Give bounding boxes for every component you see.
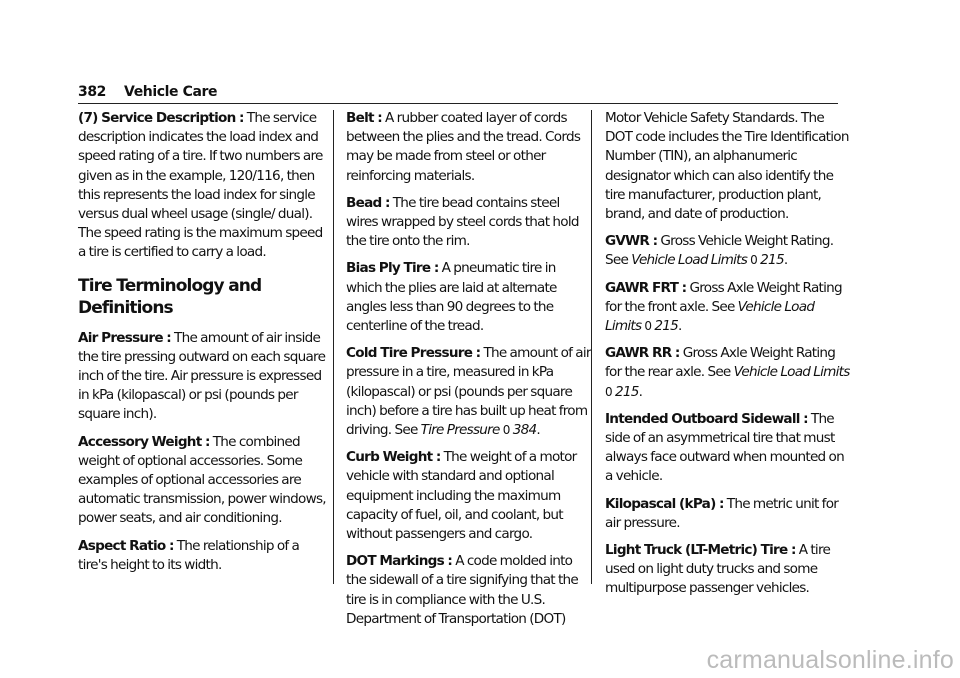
term-label: Bias Ply Tire : bbox=[346, 260, 439, 277]
term-label: (7) Service Description : bbox=[78, 110, 244, 126]
definition-entry bbox=[605, 541, 853, 599]
column-3 bbox=[605, 109, 853, 607]
cross-reference-link[interactable]: Tire Pressure bbox=[420, 422, 500, 439]
definition-text: The service description indicates the load index and speed rating of a tire. If two numbers are given as in the example, 120/116, then this represents the load index for single versus dual wheel usage (single/ dual). The speed rating is the maximum speed a tire is certified to carry a load. bbox=[78, 110, 323, 261]
term-label: Light Truck (LT-Metric) Tire : bbox=[605, 542, 796, 559]
definition-entry bbox=[346, 448, 594, 544]
section-heading: Tire Terminology and Definitions bbox=[78, 275, 262, 318]
column-divider bbox=[333, 110, 334, 584]
header-rule bbox=[78, 103, 838, 104]
definition-text: A tire used on light duty trucks and some multipurpose passenger vehicles. bbox=[605, 542, 831, 597]
term-label: Aspect Ratio : bbox=[78, 537, 174, 554]
term-label: GAWR FRT : bbox=[605, 279, 687, 296]
cross-reference-link[interactable]: Vehicle Load Limits bbox=[733, 364, 850, 381]
page-reference[interactable]: 215 bbox=[760, 252, 784, 269]
term-label: Accessory Weight : bbox=[78, 433, 210, 450]
definition-entry bbox=[346, 109, 594, 186]
definition-text: A rubber coated layer of cords between the plies and the tread. Cords may be made from steel or other reinforcing materials. bbox=[346, 110, 581, 184]
definition-entry bbox=[605, 279, 853, 337]
column-2 bbox=[346, 109, 594, 637]
definition-text: Gross Axle Weight Rating for the rear axle. See bbox=[605, 345, 836, 381]
section-title: Vehicle Care bbox=[124, 84, 218, 100]
sentence-end: . bbox=[678, 318, 682, 335]
definition-text: A code molded into the sidewall of a tire signifying that the tire is in compliance with the U.S. Department of Transportation (DOT) bbox=[346, 553, 579, 627]
definition-entry bbox=[346, 259, 594, 336]
term-label: Intended Outboard Sidewall : bbox=[605, 410, 808, 427]
term-label: Bead : bbox=[346, 194, 390, 211]
definition-entry bbox=[78, 537, 326, 575]
page-arrow-icon: 0 bbox=[750, 253, 758, 268]
sentence-end: . bbox=[536, 422, 540, 439]
definition-text: Motor Vehicle Safety Standards. The DOT code includes the Tire Identification Number (TIN), an alphanumeric designator which can also identify the tire manufacturer, production plant, brand, and date of production. bbox=[605, 110, 849, 223]
definition-entry bbox=[78, 329, 326, 425]
definition-text: Gross Vehicle Weight Rating. See bbox=[605, 233, 834, 269]
sentence-end: . bbox=[783, 252, 788, 269]
definition-entry bbox=[346, 194, 594, 252]
term-label: Air Pressure : bbox=[78, 329, 171, 346]
definition-entry bbox=[605, 344, 853, 402]
definition-text: The weight of a motor vehicle with standard and optional equipment including the maximum capacity of fuel, oil, and coolant, but without passengers and cargo. bbox=[346, 449, 577, 543]
definition-text: The tire bead contains steel wires wrapped by steel cords that hold the tire onto the rim. bbox=[346, 194, 579, 250]
term-label: GVWR : bbox=[605, 233, 658, 250]
sentence-end: . bbox=[638, 383, 643, 400]
cross-reference-link[interactable]: Vehicle Load Limits bbox=[605, 298, 815, 335]
page-number: 382 bbox=[78, 84, 107, 100]
definition-entry bbox=[78, 433, 326, 529]
definition-text: The metric unit for air pressure. bbox=[605, 495, 839, 531]
definition-text: A pneumatic tire in which the plies are laid at alternate angles less than 90 degrees to the centerline of the tread. bbox=[346, 260, 557, 335]
column-1 bbox=[78, 109, 326, 583]
definition-text: Gross Axle Weight Rating for the front axle. See bbox=[605, 279, 842, 315]
page-reference[interactable]: 384 bbox=[512, 422, 537, 439]
definition-entry bbox=[605, 232, 853, 270]
cross-reference-link[interactable]: Vehicle Load Limits bbox=[631, 252, 748, 269]
definition-entry bbox=[346, 344, 594, 440]
page-reference[interactable]: 215 bbox=[654, 318, 679, 335]
definition-entry bbox=[605, 410, 853, 487]
page-arrow-icon: 0 bbox=[605, 384, 612, 399]
term-label: GAWR RR : bbox=[605, 345, 680, 362]
page-reference[interactable]: 215 bbox=[614, 383, 639, 400]
page-arrow-icon: 0 bbox=[502, 423, 510, 438]
page-arrow-icon: 0 bbox=[644, 319, 652, 334]
definition-entry bbox=[346, 552, 594, 629]
column-divider bbox=[591, 110, 592, 584]
definition-entry bbox=[78, 109, 326, 263]
term-label: Cold Tire Pressure : bbox=[346, 345, 481, 362]
term-label: Curb Weight : bbox=[346, 449, 441, 466]
term-label: DOT Markings : bbox=[346, 553, 453, 570]
definition-entry bbox=[605, 109, 853, 224]
page-header bbox=[78, 84, 838, 100]
definition-text: The relationship of a tire's height to its width. bbox=[78, 537, 300, 573]
watermark: carmanualsonline.info bbox=[706, 646, 954, 674]
definition-text: The combined weight of optional accessories. Some examples of optional accessories are automatic transmission, power windows, power seats, and air conditioning. bbox=[78, 433, 326, 527]
definition-entry bbox=[605, 495, 853, 533]
definition-text: The side of an asymmetrical tire that must always face outward when mounted on a vehicle. bbox=[605, 410, 844, 485]
definition-text: The amount of air inside the tire pressing outward on each square inch of the tire. Air pressure is expressed in kPa (kilopascal) or psi (pounds per square inch). bbox=[78, 329, 326, 423]
term-label: Belt : bbox=[346, 110, 382, 126]
definition-text: The amount of air pressure in a tire, measured in kPa (kilopascal) or psi (pounds per square inch) before a tire has built up heat from driving. See bbox=[346, 345, 591, 439]
term-label: Kilopascal (kPa) : bbox=[605, 495, 724, 512]
